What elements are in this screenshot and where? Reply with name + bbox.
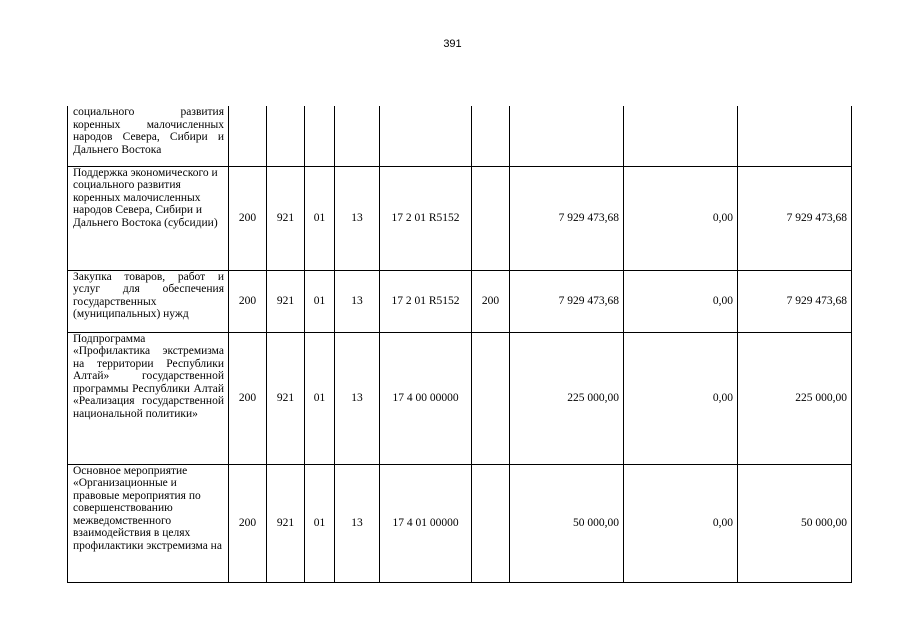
admin-code-cell: 200 — [229, 332, 267, 464]
subsection-code-cell — [335, 106, 380, 166]
regional-amount-cell: 50 000,00 — [738, 464, 852, 582]
regional-amount-cell — [738, 106, 852, 166]
section-code-cell: 01 — [305, 166, 335, 270]
regional-amount-cell: 7 929 473,68 — [738, 166, 852, 270]
subsection-code-cell: 13 — [335, 332, 380, 464]
row-name-cell: Поддержка экономического и социального развития коренных малочисленных народов Севера, Сибири и Дальнего Востока (субсидии) — [68, 166, 229, 270]
target-article-cell: 17 4 00 00000 — [380, 332, 472, 464]
section-code-cell: 01 — [305, 270, 335, 332]
row-name-cell: Закупка товаров, работ и услуг для обеспечения государственных (муниципальных) нужд — [68, 270, 229, 332]
target-article-cell: 17 2 01 R5152 — [380, 270, 472, 332]
federal-amount-cell: 0,00 — [624, 464, 738, 582]
admin-code-cell: 200 — [229, 270, 267, 332]
row-name-cell: Основное мероприятие «Организационные и правовые мероприятия по совершенствованию межведомственного взаимодействия в целях профилактики экстремизма на — [68, 464, 229, 582]
table-row — [68, 166, 852, 270]
budget-table — [67, 106, 852, 583]
federal-amount-cell — [624, 106, 738, 166]
row-name-cell: социального развития коренных малочисленных народов Севера, Сибири и Дальнего Востока — [68, 106, 229, 166]
expense-type-cell — [472, 166, 510, 270]
admin-code-cell: 200 — [229, 464, 267, 582]
ministry-code-cell: 921 — [267, 166, 305, 270]
total-amount-cell — [510, 106, 624, 166]
subsection-code-cell: 13 — [335, 270, 380, 332]
federal-amount-cell: 0,00 — [624, 270, 738, 332]
target-article-cell — [380, 106, 472, 166]
section-code-cell: 01 — [305, 464, 335, 582]
target-article-cell: 17 4 01 00000 — [380, 464, 472, 582]
regional-amount-cell: 7 929 473,68 — [738, 270, 852, 332]
expense-type-cell: 200 — [472, 270, 510, 332]
expense-type-cell — [472, 332, 510, 464]
expense-type-cell — [472, 464, 510, 582]
admin-code-cell — [229, 106, 267, 166]
section-code-cell — [305, 106, 335, 166]
subsection-code-cell: 13 — [335, 464, 380, 582]
ministry-code-cell: 921 — [267, 270, 305, 332]
total-amount-cell: 7 929 473,68 — [510, 270, 624, 332]
federal-amount-cell: 0,00 — [624, 332, 738, 464]
table-row — [68, 464, 852, 582]
subsection-code-cell: 13 — [335, 166, 380, 270]
target-article-cell: 17 2 01 R5152 — [380, 166, 472, 270]
section-code-cell: 01 — [305, 332, 335, 464]
admin-code-cell: 200 — [229, 166, 267, 270]
row-name-cell: Подпрограмма «Профилактика экстремизма на территории Республики Алтай» государственной программы Республики Алтай «Реализация государственной национальной политики» — [68, 332, 229, 464]
table-row — [68, 106, 852, 166]
total-amount-cell: 225 000,00 — [510, 332, 624, 464]
regional-amount-cell: 225 000,00 — [738, 332, 852, 464]
table-row — [68, 332, 852, 464]
total-amount-cell: 50 000,00 — [510, 464, 624, 582]
page-number: 391 — [443, 38, 462, 50]
expense-type-cell — [472, 106, 510, 166]
table-row — [68, 270, 852, 332]
ministry-code-cell — [267, 106, 305, 166]
federal-amount-cell: 0,00 — [624, 166, 738, 270]
ministry-code-cell: 921 — [267, 332, 305, 464]
total-amount-cell: 7 929 473,68 — [510, 166, 624, 270]
ministry-code-cell: 921 — [267, 464, 305, 582]
